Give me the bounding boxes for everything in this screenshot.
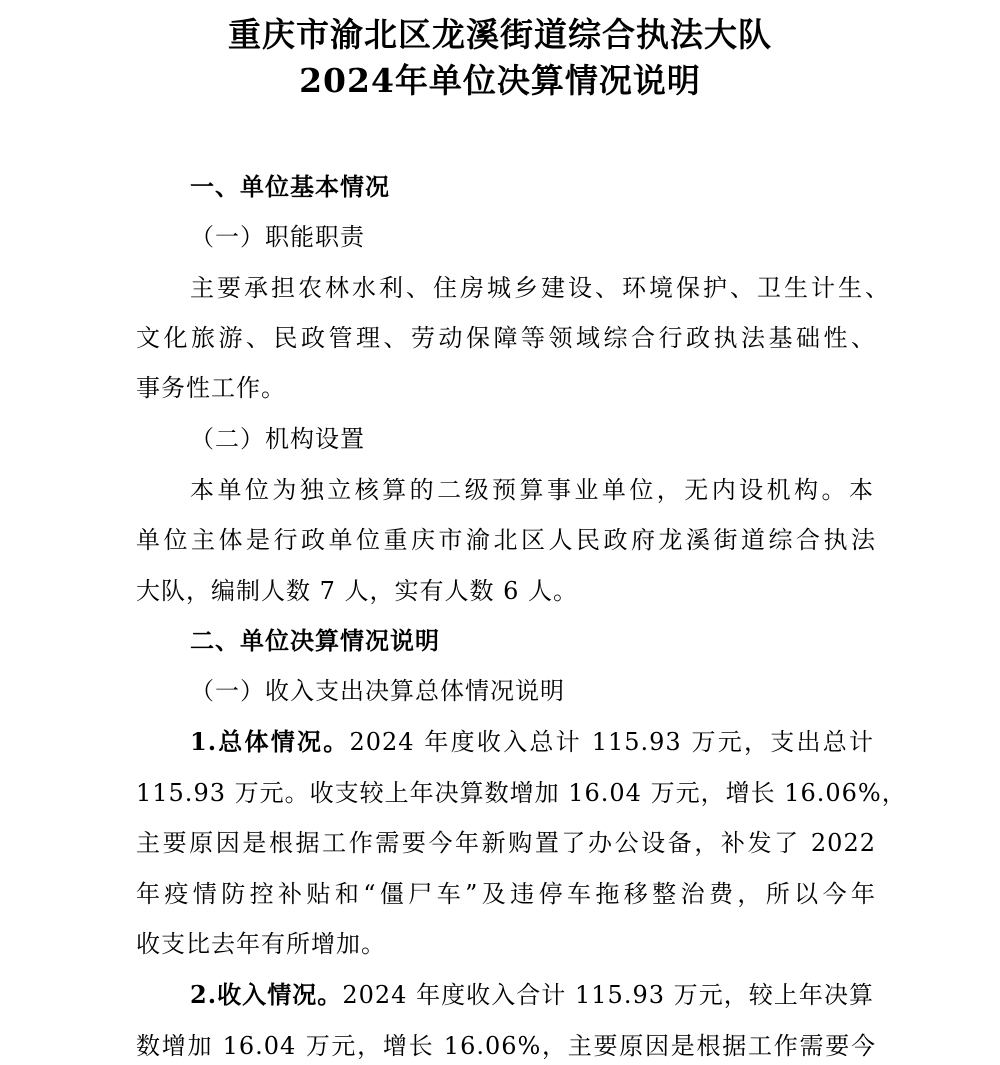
- section1-heading: 一、单位基本情况: [190, 172, 390, 201]
- section2-heading: 二、单位决算情况说明: [190, 626, 440, 655]
- income-line1-text: 2024 年度收入合计 115.93 万元，较上年决算: [342, 981, 874, 1009]
- overall-paragraph-line1: [190, 727, 874, 757]
- sub2-text-line: 本单位为独立核算的二级预算事业单位，无内设机构。本: [190, 476, 874, 504]
- section1-sub1-heading: （一）职能职责: [190, 223, 365, 251]
- sub1-text-line: 文化旅游、民政管理、劳动保障等领域综合行政执法基础性、: [136, 324, 876, 352]
- income-text-line: 数增加 16.04 万元，增长 16.06%，主要原因是根据工作需要今: [136, 1032, 876, 1060]
- sub1-text-line: 主要承担农林水利、住房城乡建设、环境保护、卫生计生、: [190, 274, 890, 302]
- overall-text-line: 115.93 万元。收支较上年决算数增加 16.04 万元，增长 16.06%，: [136, 779, 907, 807]
- overall-text-line: 主要原因是根据工作需要今年新购置了办公设备，补发了 2022: [136, 829, 876, 857]
- income-lead: 2.收入情况。: [190, 980, 343, 1009]
- sub1-text-line: 事务性工作。: [136, 374, 286, 402]
- overall-line1-text: 2024 年度收入总计 115.93 万元，支出总计: [349, 728, 874, 756]
- overall-lead: 1.总体情况。: [190, 727, 350, 756]
- document-title-line1: 重庆市渝北区龙溪街道综合执法大队: [228, 15, 772, 54]
- sub2-text-line: 单位主体是行政单位重庆市渝北区人民政府龙溪街道综合执法: [136, 526, 876, 554]
- document-title-line2: 2024年单位决算情况说明: [299, 61, 701, 100]
- section1-sub2-heading: （二）机构设置: [190, 425, 365, 453]
- overall-text-line: 年疫情防控补贴和“僵尸车”及违停车拖移整治费，所以今年: [136, 880, 876, 908]
- overall-text-line: 收支比去年有所增加。: [136, 930, 386, 958]
- income-paragraph-line1: [190, 980, 874, 1010]
- sub2-text-line: 大队，编制人数 7 人，实有人数 6 人。: [136, 577, 579, 605]
- section2-sub1-heading: （一）收入支出决算总体情况说明: [190, 677, 565, 705]
